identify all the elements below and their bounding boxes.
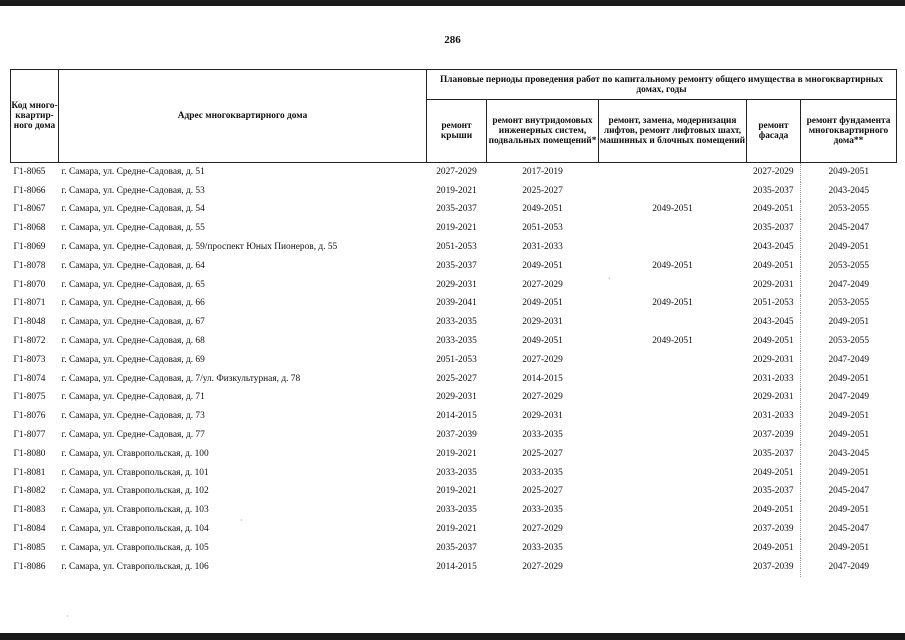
cell-code: Г1-8077 [13,430,46,441]
cell-foundation: 2043-2045 [828,448,870,459]
cell-code: Г1-8078 [13,260,46,271]
table-row [11,295,897,314]
header-engineering: ремонт внутридомовых инженерных систем, подвальных помещений* [487,100,599,163]
cell-address: г. Самара, ул. Средне-Садовая, д. 66 [61,298,205,309]
cell-address: г. Самара, ул. Средне-Садовая, д. 53 [61,185,205,196]
cell-engineering: 2014-2015 [522,373,563,384]
cell-code: Г1-8080 [13,448,46,459]
cell-engineering: 2025-2027 [522,486,563,497]
cell-engineering: 2027-2029 [522,354,563,365]
cell-address: г. Самара, ул. Средне-Садовая, д. 51 [61,166,205,177]
cell-foundation: 2049-2051 [828,242,870,253]
cell-lifts [599,238,747,257]
cell-engineering: 2025-2027 [522,448,563,459]
cell-engineering: 2033-2035 [522,505,563,516]
cell-facade: 2031-2033 [747,370,801,389]
cell-roof: 2029-2031 [436,392,477,403]
cell-address: г. Самара, ул. Средне-Садовая, д. 64 [61,260,205,271]
cell-code: Г1-8081 [13,467,46,478]
bottom-border [0,633,905,640]
cell-address: г. Самара, ул. Средне-Садовая, д. 59/проспект Юных Пионеров, д. 55 [61,242,338,253]
cell-foundation: 2045-2047 [828,486,870,497]
cell-roof: 2033-2035 [436,467,477,478]
cell-foundation: 2053-2055 [828,260,870,271]
cell-engineering: 2033-2035 [522,467,563,478]
table-row [11,426,897,445]
cell-roof: 2035-2037 [436,260,477,271]
cell-roof: 2033-2035 [436,505,477,516]
cell-code: Г1-8083 [13,505,46,516]
cell-code: Г1-8069 [13,242,46,253]
cell-facade: 2029-2031 [747,276,801,295]
header-periods: Плановые периоды проведения работ по капитальному ремонту общего имущества в многоквартирных домах, годы [427,70,897,100]
cell-lifts [599,464,747,483]
cell-facade: 2035-2037 [747,445,801,464]
cell-code: Г1-8070 [13,279,46,290]
cell-lifts: 2049-2051 [652,298,693,309]
cell-address: г. Самара, ул. Средне-Садовая, д. 73 [61,411,205,422]
cell-address: г. Самара, ул. Ставропольская, д. 103 [61,505,209,516]
cell-lifts [599,520,747,539]
cell-facade: 2035-2037 [747,219,801,238]
cell-engineering: 2033-2035 [522,430,563,441]
cell-facade: 2049-2051 [747,501,801,520]
cell-facade: 2029-2031 [747,351,801,370]
table-row [11,332,897,351]
cell-facade: 2031-2033 [747,407,801,426]
cell-roof: 2035-2037 [436,204,477,215]
cell-code: Г1-8074 [13,373,46,384]
cell-code: Г1-8071 [13,298,46,309]
table-row [11,407,897,426]
scan-speck: · [66,612,69,621]
cell-foundation: 2049-2051 [828,373,870,384]
table-row [11,558,897,577]
cell-address: г. Самара, ул. Средне-Садовая, д. 69 [61,354,205,365]
cell-engineering: 2049-2051 [522,204,563,215]
cell-address: г. Самара, ул. Средне-Садовая, д. 54 [61,204,205,215]
cell-roof: 2051-2053 [436,354,477,365]
cell-engineering: 2027-2029 [522,392,563,403]
cell-address: г. Самара, ул. Ставропольская, д. 104 [61,524,209,535]
cell-roof: 2019-2021 [436,524,477,535]
cell-address: г. Самара, ул. Средне-Садовая, д. 68 [61,336,205,347]
header-lifts: ремонт, замена, модернизация лифтов, ремонт лифтовых шахт, машинных и блочных помещений [599,100,747,163]
cell-address: г. Самара, ул. Ставропольская, д. 100 [61,448,209,459]
cell-foundation: 2049-2051 [828,317,870,328]
table-row [11,539,897,558]
header-facade: ремонт фасада [747,100,801,163]
cell-code: Г1-8065 [13,166,46,177]
cell-roof: 2035-2037 [436,542,477,553]
cell-foundation: 2043-2045 [828,185,870,196]
cell-foundation: 2049-2051 [828,505,870,516]
cell-lifts [599,558,747,577]
cell-lifts [599,445,747,464]
table-row [11,238,897,257]
cell-engineering: 2051-2053 [522,223,563,234]
cell-roof: 2039-2041 [436,298,477,309]
page-number: 286 [444,34,461,46]
cell-roof: 2025-2027 [436,373,477,384]
table-row [11,483,897,502]
cell-foundation: 2049-2051 [828,166,870,177]
cell-foundation: 2045-2047 [828,524,870,535]
cell-foundation: 2049-2051 [828,467,870,478]
table-row [11,163,897,182]
cell-code: Г1-8085 [13,542,46,553]
cell-lifts [599,501,747,520]
cell-address: г. Самара, ул. Ставропольская, д. 105 [61,542,209,553]
cell-lifts [599,182,747,201]
cell-code: Г1-8073 [13,354,46,365]
cell-code: Г1-8084 [13,524,46,535]
cell-facade: 2027-2029 [747,163,801,182]
cell-roof: 2019-2021 [436,223,477,234]
cell-engineering: 2049-2051 [522,336,563,347]
cell-address: г. Самара, ул. Средне-Садовая, д. 67 [61,317,205,328]
cell-address: г. Самара, ул. Средне-Садовая, д. 7/ул. Физкультурная, д. 78 [61,373,301,384]
top-border [0,0,905,6]
table-row [11,182,897,201]
cell-lifts: 2049-2051 [652,204,693,215]
cell-lifts [599,276,747,295]
scan-speck: · [240,516,243,525]
cell-engineering: 2049-2051 [522,298,563,309]
cell-code: Г1-8066 [13,185,46,196]
cell-lifts [599,351,747,370]
cell-engineering: 2027-2029 [522,524,563,535]
cell-roof: 2019-2021 [436,448,477,459]
cell-lifts [599,407,747,426]
cell-facade: 2049-2051 [747,257,801,276]
cell-lifts [599,483,747,502]
cell-lifts [599,370,747,389]
cell-facade: 2029-2031 [747,389,801,408]
cell-foundation: 2045-2047 [828,223,870,234]
cell-code: Г1-8072 [13,336,46,347]
cell-foundation: 2053-2055 [828,298,870,309]
cell-roof: 2027-2029 [436,166,477,177]
cell-lifts [599,163,747,182]
cell-code: Г1-8067 [13,204,46,215]
header-address: Адрес многоквартирного дома [59,70,427,163]
cell-engineering: 2029-2031 [522,317,563,328]
table-row [11,370,897,389]
cell-facade: 2043-2045 [747,313,801,332]
cell-foundation: 2047-2049 [828,354,870,365]
cell-facade: 2035-2037 [747,483,801,502]
table-row [11,313,897,332]
cell-engineering: 2033-2035 [522,542,563,553]
cell-facade: 2049-2051 [747,201,801,220]
cell-facade: 2035-2037 [747,182,801,201]
cell-lifts [599,389,747,408]
cell-roof: 2029-2031 [436,279,477,290]
cell-foundation: 2049-2051 [828,542,870,553]
cell-engineering: 2049-2051 [522,260,563,271]
cell-code: Г1-8076 [13,411,46,422]
table-row [11,257,897,276]
cell-roof: 2019-2021 [436,486,477,497]
table-row [11,445,897,464]
cell-address: г. Самара, ул. Средне-Садовая, д. 71 [61,392,205,403]
cell-facade: 2051-2053 [747,295,801,314]
table-row [11,201,897,220]
table-row [11,501,897,520]
cell-roof: 2051-2053 [436,242,477,253]
cell-lifts [599,426,747,445]
cell-roof: 2033-2035 [436,336,477,347]
header-roof: ремонт крыши [427,100,487,163]
table-row [11,520,897,539]
header-foundation: ремонт фундамента многоквартирного дома** [801,100,897,163]
cell-facade: 2043-2045 [747,238,801,257]
cell-facade: 2049-2051 [747,539,801,558]
cell-facade: 2037-2039 [747,426,801,445]
cell-lifts [599,219,747,238]
cell-lifts [599,313,747,332]
cell-lifts [599,539,747,558]
cell-engineering: 2031-2033 [522,242,563,253]
cell-facade: 2037-2039 [747,520,801,539]
cell-foundation: 2047-2049 [828,561,870,572]
cell-engineering: 2027-2029 [522,279,563,290]
cell-lifts: 2049-2051 [652,336,693,347]
cell-facade: 2037-2039 [747,558,801,577]
cell-code: Г1-8082 [13,486,46,497]
cell-foundation: 2047-2049 [828,279,870,290]
cell-code: Г1-8048 [13,317,46,328]
cell-roof: 2014-2015 [436,411,477,422]
table-row [11,389,897,408]
cell-code: Г1-8068 [13,223,46,234]
cell-foundation: 2049-2051 [828,411,870,422]
repair-schedule-table [10,69,897,577]
cell-lifts: 2049-2051 [652,260,693,271]
table-row [11,219,897,238]
cell-address: г. Самара, ул. Средне-Садовая, д. 55 [61,223,205,234]
cell-roof: 2019-2021 [436,185,477,196]
cell-engineering: 2027-2029 [522,561,563,572]
cell-foundation: 2053-2055 [828,204,870,215]
cell-address: г. Самара, ул. Средне-Садовая, д. 77 [61,430,205,441]
table-row [11,351,897,370]
cell-address: г. Самара, ул. Ставропольская, д. 106 [61,561,209,572]
cell-facade: 2049-2051 [747,332,801,351]
cell-foundation: 2049-2051 [828,430,870,441]
cell-address: г. Самара, ул. Ставропольская, д. 101 [61,467,209,478]
cell-code: Г1-8086 [13,561,46,572]
cell-facade: 2049-2051 [747,464,801,483]
table-row [11,464,897,483]
cell-address: г. Самара, ул. Ставропольская, д. 102 [61,486,209,497]
cell-code: Г1-8075 [13,392,46,403]
header-code: Код много-квартир-ного дома [11,70,59,163]
table-row [11,276,897,295]
cell-roof: 2033-2035 [436,317,477,328]
cell-engineering: 2017-2019 [522,166,563,177]
cell-engineering: 2025-2027 [522,185,563,196]
scan-speck: · [608,274,611,283]
cell-roof: 2014-2015 [436,561,477,572]
cell-engineering: 2029-2031 [522,411,563,422]
cell-roof: 2037-2039 [436,430,477,441]
cell-address: г. Самара, ул. Средне-Садовая, д. 65 [61,279,205,290]
cell-foundation: 2047-2049 [828,392,870,403]
cell-foundation: 2053-2055 [828,336,870,347]
